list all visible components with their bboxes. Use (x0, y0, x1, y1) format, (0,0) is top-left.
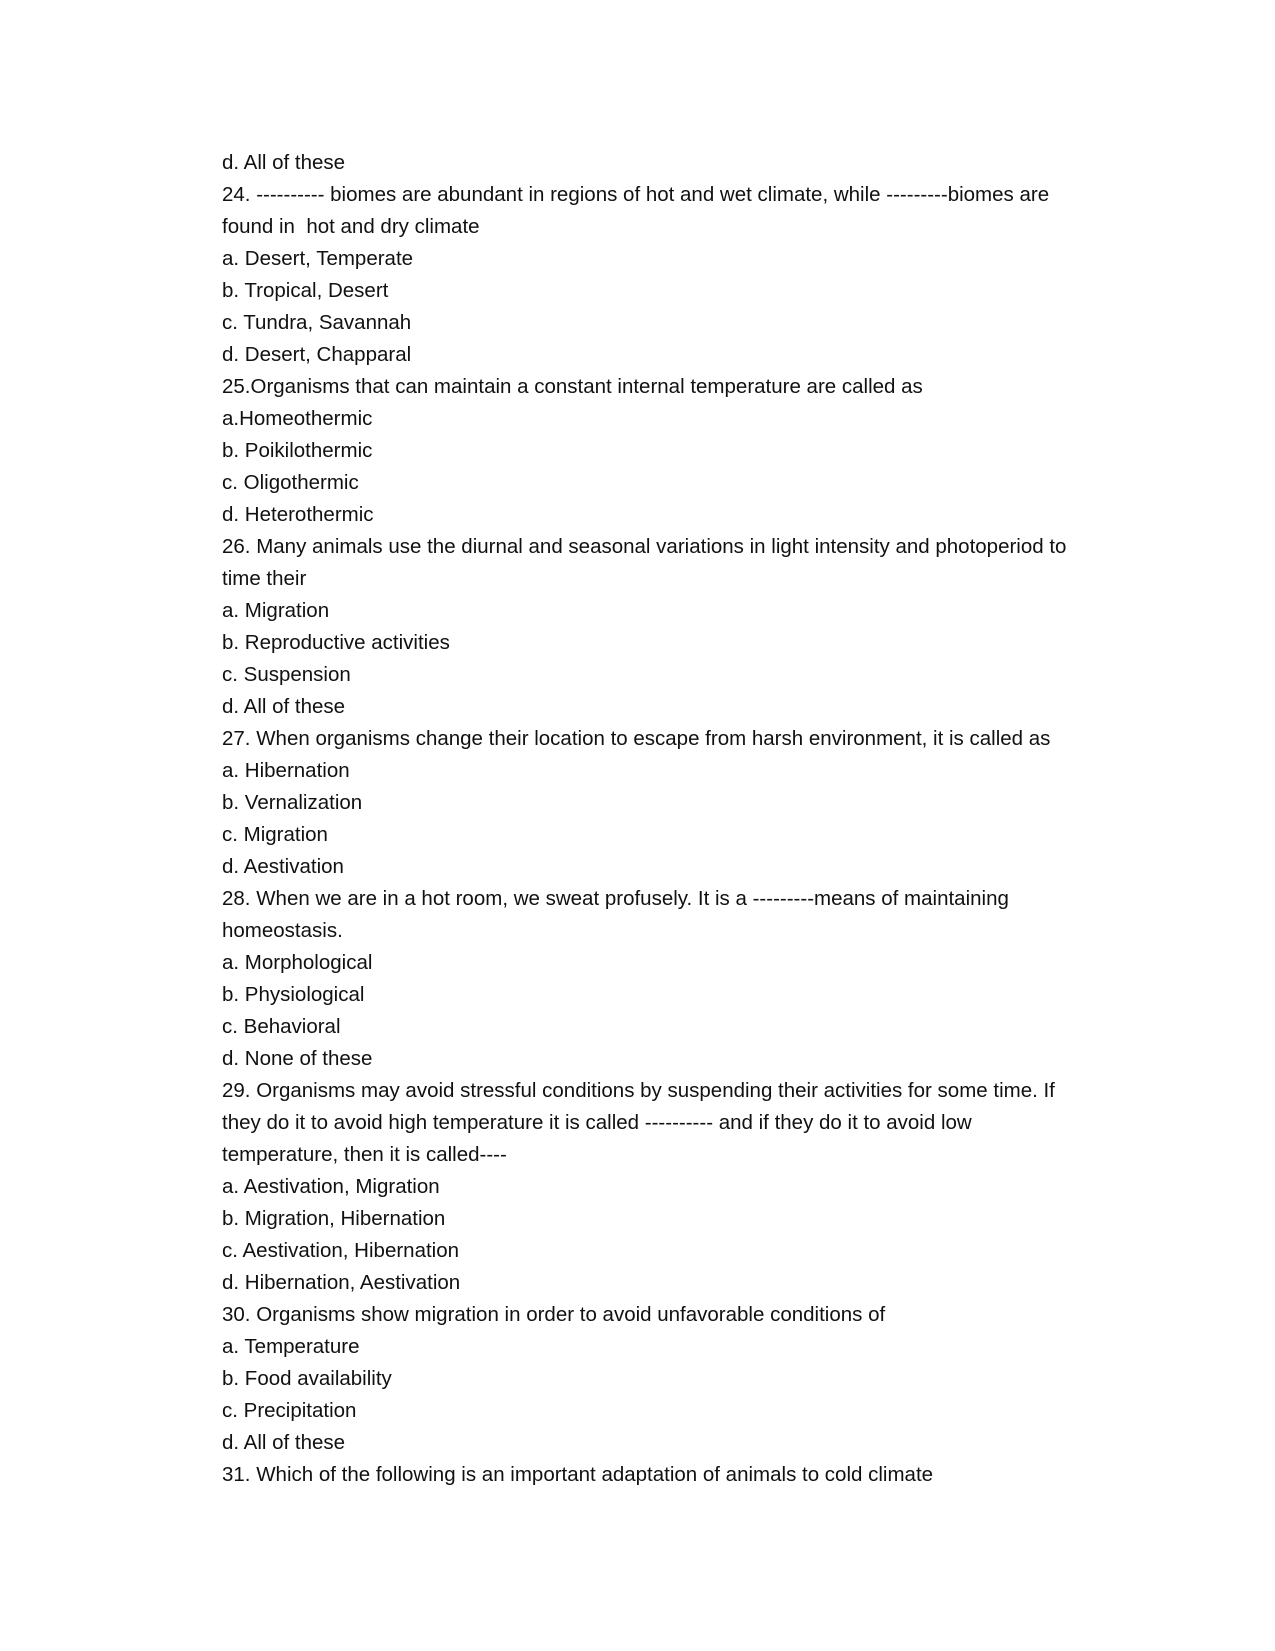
option-d-q27: d. Aestivation (222, 855, 344, 878)
question-31: 31. Which of the following is an important adaptation of animals to cold climate (222, 1463, 934, 1486)
option-d-q28: d. None of these (222, 1047, 373, 1070)
option-d-q25: d. Heterothermic (222, 503, 374, 526)
option-d-q26: d. All of these (222, 695, 346, 718)
question-29-line-1: 29. Organisms may avoid stressful conditions by suspending their activities for some time. If (222, 1079, 1055, 1102)
option-a-q24: a. Desert, Temperate (222, 247, 414, 270)
option-c-q30: c. Precipitation (222, 1399, 357, 1422)
option-d-q23: d. All of these (222, 151, 346, 174)
option-a-q27: a. Hibernation (222, 759, 350, 782)
question-28-line-1: 28. When we are in a hot room, we sweat profusely. It is a ---------means of maintaining (222, 887, 1009, 910)
question-28-line-2: homeostasis. (222, 919, 343, 942)
option-c-q27: c. Migration (222, 823, 328, 846)
option-c-q26: c. Suspension (222, 663, 351, 686)
option-b-q29: b. Migration, Hibernation (222, 1207, 446, 1230)
option-a-q29: a. Aestivation, Migration (222, 1175, 440, 1198)
option-b-q30: b. Food availability (222, 1367, 392, 1390)
question-list (222, 147, 1102, 1491)
question-26-line-1: 26. Many animals use the diurnal and seasonal variations in light intensity and photoperiod to (222, 535, 1067, 558)
option-b-q24: b. Tropical, Desert (222, 279, 389, 302)
question-30: 30. Organisms show migration in order to avoid unfavorable conditions of (222, 1303, 886, 1326)
option-d-q24: d. Desert, Chapparal (222, 343, 412, 366)
question-29-line-3: temperature, then it is called---- (222, 1143, 507, 1166)
option-a-q26: a. Migration (222, 599, 330, 622)
question-25: 25.Organisms that can maintain a constant internal temperature are called as (222, 375, 923, 398)
option-b-q26: b. Reproductive activities (222, 631, 450, 654)
option-a-q28: a. Morphological (222, 951, 373, 974)
option-c-q25: c. Oligothermic (222, 471, 359, 494)
option-c-q29: c. Aestivation, Hibernation (222, 1239, 460, 1262)
option-d-q30: d. All of these (222, 1431, 346, 1454)
option-b-q25: b. Poikilothermic (222, 439, 373, 462)
option-b-q28: b. Physiological (222, 983, 365, 1006)
question-26-line-2: time their (222, 567, 307, 590)
option-a-q30: a. Temperature (222, 1335, 360, 1358)
question-24-line-1: 24. ---------- biomes are abundant in regions of hot and wet climate, while ---------biomes are (222, 183, 1050, 206)
question-24-line-2: found in hot and dry climate (222, 215, 480, 238)
question-29-line-2: they do it to avoid high temperature it is called ---------- and if they do it to avoid low (222, 1111, 972, 1134)
option-c-q28: c. Behavioral (222, 1015, 341, 1038)
option-a-q25: a.Homeothermic (222, 407, 373, 430)
option-c-q24: c. Tundra, Savannah (222, 311, 412, 334)
option-b-q27: b. Vernalization (222, 791, 363, 814)
question-27: 27. When organisms change their location to escape from harsh environment, it is called as (222, 727, 1051, 750)
option-d-q29: d. Hibernation, Aestivation (222, 1271, 461, 1294)
